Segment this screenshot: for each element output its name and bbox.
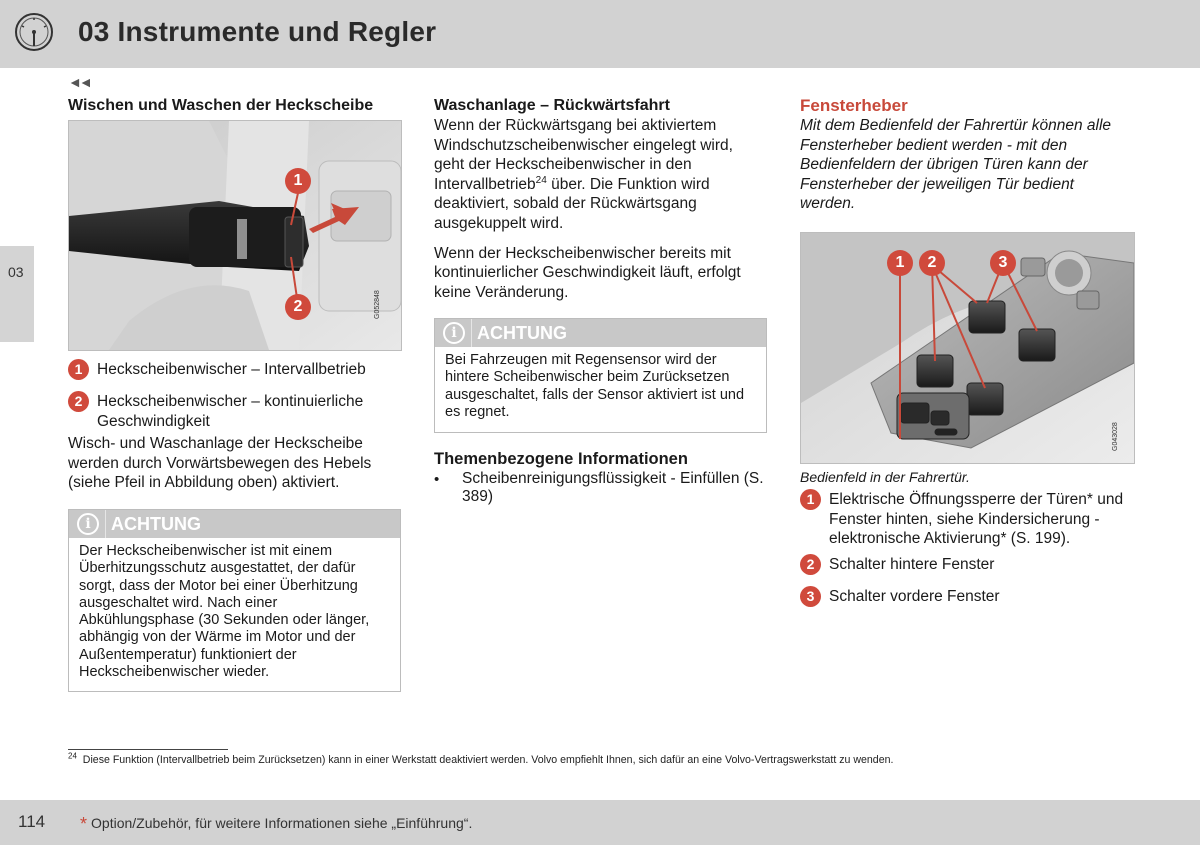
footnote-ref-24[interactable]: 24 — [535, 174, 547, 186]
legend-text-2: Heckscheibenwischer – kontinuierliche Geschwindigkeit — [97, 393, 364, 430]
chapter-header — [0, 0, 1200, 68]
column-rear-wiper — [68, 96, 401, 116]
related-heading: Themenbezogene Informationen — [434, 450, 688, 468]
warning-text: Der Heckscheibenwischer ist mit einem Überhitzungsschutz ausgestattet, der dafür sorgt, dass der Motor bei einer Überhitzung ausgeschaltet wird. Nach einer Abkühlungsphase (30 Sekunden oder länger, abhängig von der Wärme im Motor und der Außentemperatur) funktioniert der Heckscheibenwischer wieder. — [79, 543, 370, 681]
warning-divider — [105, 510, 106, 538]
figure-caption: Bedienfeld in der Fahrertür. — [800, 469, 970, 485]
figure-badge-3: 3 — [998, 254, 1008, 271]
legend-item-1 — [68, 360, 400, 380]
legend-badge-1: 1 — [800, 489, 821, 510]
section-heading-rear-wiper: Wischen und Waschen der Heckscheibe — [68, 97, 374, 114]
related-item-text: Scheibenreinigungsflüssigkeit - Einfüllen (S. 389) — [462, 470, 764, 505]
legend-item-2 — [68, 392, 400, 431]
column-reverse-washer — [434, 96, 766, 302]
chapter-title: 03 Instrumente und Regler — [78, 16, 437, 47]
legend-text-3: Schalter vordere Fenster — [829, 588, 1000, 605]
section-heading-reverse: Waschanlage – Rückwärtsfahrt — [434, 97, 670, 114]
legend-item-2 — [800, 555, 1134, 575]
legend-text-2: Schalter hintere Fenster — [829, 556, 995, 573]
warning-header — [435, 319, 766, 347]
legend-badge-2: 2 — [800, 554, 821, 575]
column-window-lifts — [800, 96, 1134, 214]
door-panel-figure — [800, 232, 1135, 464]
back-arrows-icon[interactable]: ◄◄ — [68, 74, 90, 90]
figure-code: G052848 — [374, 290, 381, 319]
footnote-number: 24 — [68, 751, 77, 761]
bullet-icon: • — [434, 471, 440, 488]
gauge-icon — [14, 12, 54, 52]
info-icon: i — [443, 322, 465, 344]
rear-wiper-paragraph: Wisch- und Waschanlage der Heckscheibe werden durch Vorwärtsbewegen des Hebels (siehe Pfeil in Abbildung oben) aktiviert. — [68, 435, 372, 492]
legend-item-1 — [800, 490, 1134, 549]
warning-box-overheat — [68, 509, 401, 692]
section-heading-window-lifts: Fensterheber — [800, 96, 908, 115]
asterisk-icon: * — [80, 814, 88, 834]
legend-text-1: Heckscheibenwischer – Intervallbetrieb — [97, 361, 366, 378]
figure-badge-1: 1 — [293, 172, 303, 189]
warning-title: ACHTUNG — [477, 323, 567, 343]
footnote-text: Diese Funktion (Intervallbetrieb beim Zurücksetzen) kann in einer Werkstatt deaktiviert werden. Volvo empfiehlt Ihnen, sich dafür an eine Volvo-Vertragswerkstatt zu wenden. — [82, 754, 894, 766]
warning-header — [69, 510, 400, 538]
legend-item-3 — [800, 587, 1134, 607]
door-panel-illustration — [801, 233, 1134, 463]
warning-title: ACHTUNG — [111, 514, 201, 534]
warning-box-rain-sensor — [434, 318, 767, 433]
page-number: 114 — [18, 812, 46, 831]
legend-badge-2: 2 — [68, 391, 89, 412]
reverse-paragraph-1 — [434, 116, 756, 234]
warning-divider — [471, 319, 472, 347]
legend-badge-3: 3 — [800, 586, 821, 607]
window-lifts-intro: Mit dem Bedienfeld der Fahrertür können alle Fensterheber bedient werden - mit den Bedienfeldern der übrigen Türen kann der Fensterheber der jeweiligen Tür bedient werden. — [800, 117, 1112, 213]
warning-text: Bei Fahrzeugen mit Regensensor wird der hintere Scheibenwischer beim Zurücksetzen ausgeschaltet, falls der Sensor aktiviert ist und es regnet. — [445, 352, 745, 420]
wiper-lever-figure — [68, 120, 402, 351]
reverse-paragraph-1a: Wenn der Rückwärtsgang bei aktiviertem Windschutzscheibenwischer eingelegt wird, geht der Heckscheibenwischer in den Intervallbetrieb — [434, 117, 733, 193]
footer-note-text: Option/Zubehör, für weitere Informationen siehe „Einführung“. — [91, 815, 473, 831]
figure-code: G043028 — [1112, 422, 1119, 451]
info-icon: i — [77, 513, 99, 535]
figure-badge-2: 2 — [293, 298, 303, 315]
figure-badge-1: 1 — [895, 254, 905, 271]
wiper-lever-illustration — [69, 121, 401, 350]
figure-badge-2: 2 — [927, 254, 937, 271]
reverse-paragraph-2: Wenn der Heckscheibenwischer bereits mit kontinuierlicher Geschwindigkeit läuft, erfolgt keine Veränderung. — [434, 244, 741, 301]
reverse-paragraph-1b: über. Die Funktion wird deaktiviert, sobald der Rückwärtsgang ausgekuppelt wird. — [434, 175, 710, 232]
footnote — [68, 751, 894, 766]
legend-badge-1: 1 — [68, 359, 89, 380]
footer-note — [80, 814, 472, 835]
chapter-side-tab[interactable] — [0, 246, 34, 342]
footnote-divider — [68, 749, 228, 750]
chapter-side-tab-label: 03 — [8, 264, 24, 280]
legend-text-1: Elektrische Öffnungssperre der Türen* und Fenster hinten, siehe Kindersicherung - elektronische Aktivierung* (S. 199). — [829, 491, 1124, 548]
related-item-washer-fluid[interactable] — [434, 470, 764, 506]
